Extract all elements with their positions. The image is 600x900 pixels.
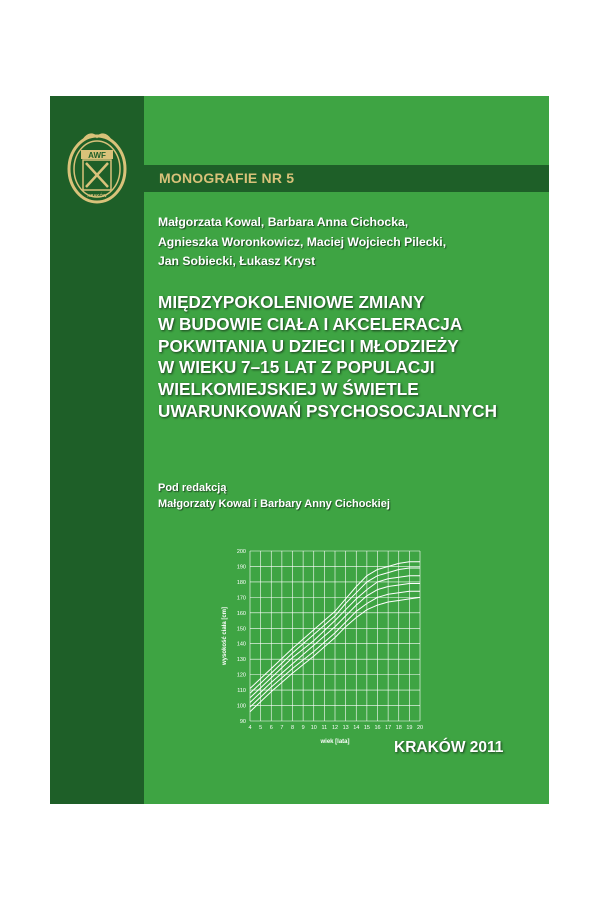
x-axis-label: wiek [lata]: [320, 739, 350, 745]
chart-grid: [250, 551, 420, 721]
x-tick-label: 10: [310, 725, 317, 731]
y-tick-label: 150: [236, 626, 246, 633]
growth-chart: [150, 541, 425, 766]
title-line: POKWITANIA U DZIECI I MŁODZIEŻY: [158, 335, 459, 356]
logo-bottom-text: KRAKÓW: [87, 193, 107, 198]
y-tick-label: 140: [236, 641, 246, 648]
x-tick-label: 16: [374, 725, 381, 731]
author-line: Małgorzata Kowal, Barbara Anna Cichocka,: [158, 215, 409, 229]
title-line: W BUDOWIE CIAŁA I AKCELERACJA: [158, 313, 463, 334]
editors-names: Małgorzaty Kowal i Barbary Anny Cichockiej: [158, 498, 390, 510]
x-tick-label: 8: [290, 725, 295, 731]
book-cover: [50, 96, 549, 804]
x-tick-label: 20: [416, 725, 424, 731]
author-line: Agnieszka Woronkowicz, Maciej Wojciech Pilecki,: [158, 234, 447, 249]
city-year: KRAKÓW 2011: [394, 739, 504, 756]
author-line: Jan Sobiecki, Łukasz Kryst: [158, 254, 316, 268]
y-tick-label: 170: [236, 595, 246, 602]
x-tick-label: 18: [395, 725, 402, 731]
y-tick-label: 110: [237, 688, 246, 695]
x-tick-label: 6: [269, 725, 273, 731]
x-tick-label: 13: [342, 725, 349, 731]
y-tick-label: 90: [239, 719, 246, 725]
x-tick-label: 15: [363, 725, 370, 731]
author-list: [158, 213, 548, 272]
x-tick-label: 4: [248, 725, 252, 731]
y-tick-label: 200: [236, 549, 246, 555]
x-tick-label: 14: [353, 725, 360, 731]
x-tick-label: 5: [259, 725, 263, 731]
x-tick-label: 11: [321, 725, 328, 731]
x-tick-label: 7: [280, 725, 284, 731]
y-tick-label: 130: [236, 657, 246, 664]
editors-label: Pod redakcją: [158, 482, 227, 494]
y-axis-label: wysokość ciała [cm]: [222, 606, 228, 666]
awf-krakow-logo-icon: [66, 129, 128, 205]
x-tick-label: 12: [331, 725, 339, 731]
title-line: MIĘDZYPOKOLENIOWE ZMIANY: [158, 292, 425, 312]
title-line: UWARUNKOWAŃ PSYCHOSOCJALNYCH: [158, 400, 497, 421]
title-line: WIELKOMIEJSKIEJ W ŚWIETLE: [158, 379, 419, 400]
cover-left-strip: [50, 96, 144, 804]
y-tick-label: 190: [236, 564, 246, 571]
series-title: MONOGRAFIE NR 5: [159, 170, 295, 186]
y-tick-label: 160: [236, 610, 246, 617]
title-line: W WIEKU 7–15 LAT Z POPULACJI: [158, 357, 435, 378]
book-title: [158, 292, 548, 423]
y-tick-label: 100: [236, 703, 246, 710]
logo-top-text: AWF: [88, 151, 106, 160]
editors-block: [158, 480, 390, 512]
x-tick-label: 17: [385, 725, 392, 731]
y-tick-label: 180: [236, 579, 246, 586]
x-tick-label: 9: [301, 725, 305, 731]
y-tick-label: 120: [236, 672, 246, 679]
x-tick-label: 19: [406, 725, 413, 731]
chart-ticks: [237, 549, 423, 731]
